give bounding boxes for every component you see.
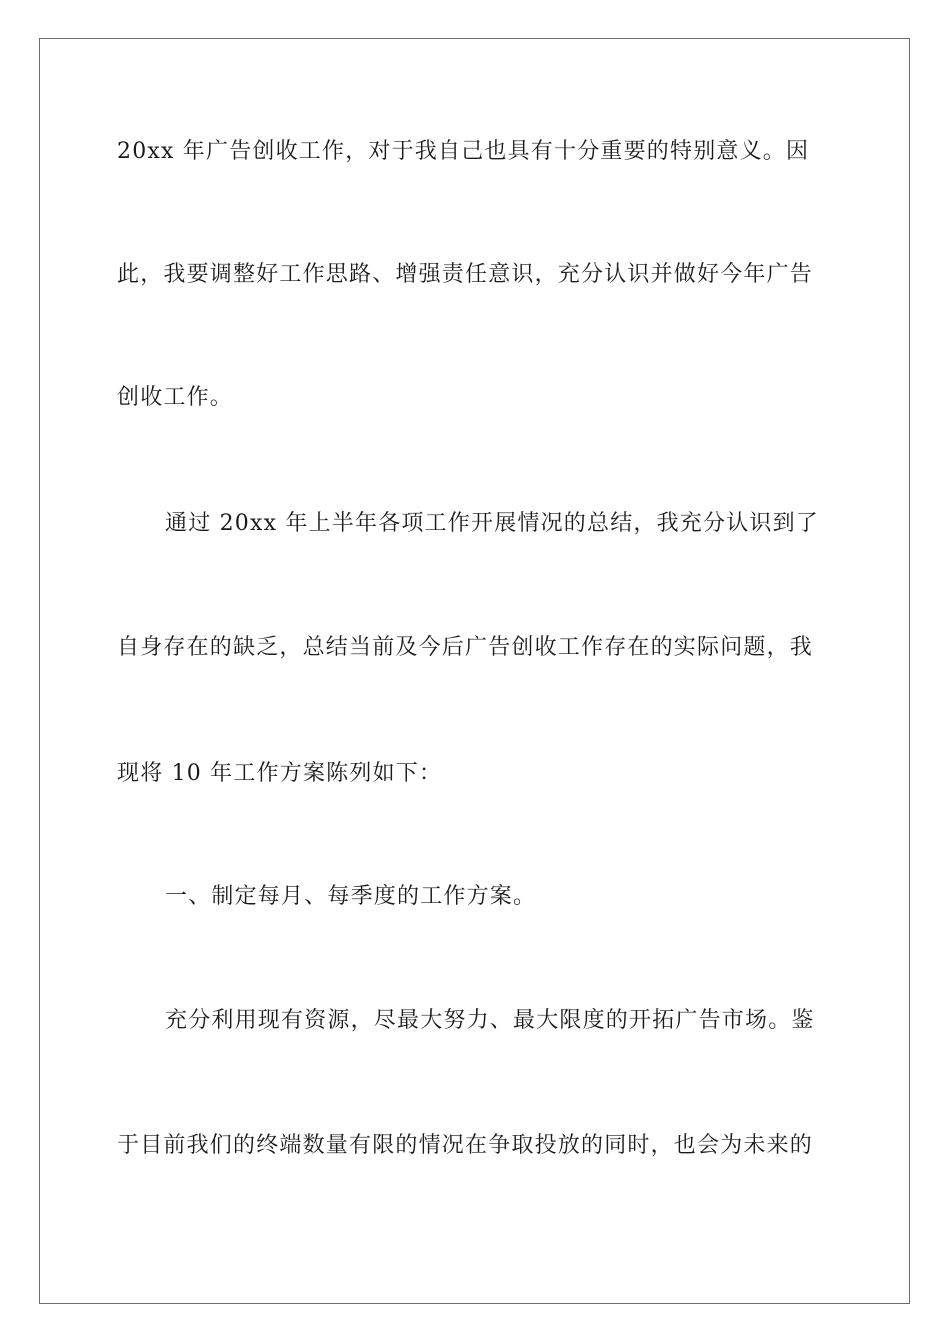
body-text-line: 现将 10 年工作方案陈列如下：	[117, 761, 443, 786]
body-text-line: 创收工作。	[117, 385, 234, 410]
paragraph-first-line: 通过 20xx 年上半年各项工作开展情况的总结，我充分认识到了	[165, 511, 819, 536]
page-border	[39, 38, 910, 1304]
body-text-line: 于目前我们的终端数量有限的情况在争取投放的同时，也会为未来的	[117, 1133, 814, 1158]
body-text-line: 20xx 年广告创收工作，对于我自己也具有十分重要的特别意义。因	[117, 139, 810, 164]
paragraph-first-line: 充分利用现有资源，尽最大努力、最大限度的开拓广告市场。鉴	[165, 1008, 815, 1033]
section-heading: 一、制定每月、每季度的工作方案。	[165, 884, 537, 909]
body-text-line: 此，我要调整好工作思路、增强责任意识，充分认识并做好今年广告	[117, 262, 814, 287]
body-text-line: 自身存在的缺乏，总结当前及今后广告创收工作存在的实际问题，我	[117, 635, 814, 660]
